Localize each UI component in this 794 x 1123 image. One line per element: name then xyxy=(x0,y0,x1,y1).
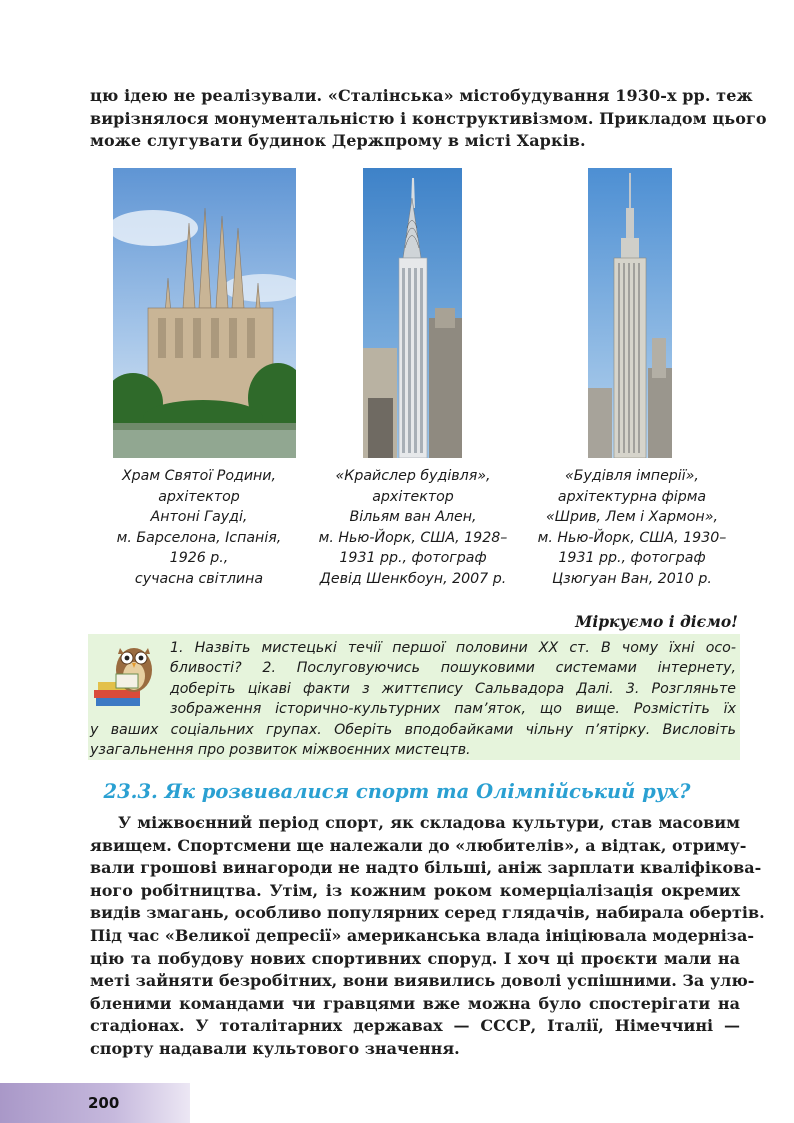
empire-state-building-photo xyxy=(588,168,672,458)
text-line: може слугувати будинок Держпрому в місті Харків. xyxy=(90,131,586,150)
figure-caption xyxy=(298,466,528,590)
caption-line: Антоні Гауді, xyxy=(150,509,248,526)
text-line: У міжвоєнний період спорт, як складова культури, став масовим xyxy=(118,813,740,832)
caption-line: «Крайслер будівля», xyxy=(335,468,491,484)
caption-line: архітектор xyxy=(158,488,240,505)
text-line: меті зайняти безробітних, вони виявились доволі успішними. За улю- xyxy=(90,971,755,991)
caption-line: архітектор xyxy=(372,488,454,505)
figure-caption xyxy=(84,466,314,590)
caption-line: сучасна світлина xyxy=(134,570,264,587)
text-line: бленими командами чи гравцями вже можна було спостерігати на xyxy=(90,993,740,1013)
caption-line: м. Барселона, Іспанія, xyxy=(116,529,282,546)
caption-line: 1931 рр., фотограф xyxy=(339,550,487,567)
text-line: видів змагань, особливо популярних серед глядачів, набирала обертів. xyxy=(90,903,765,923)
text-line: цю ідею не реалізували. «Сталінська» містобудування 1930-х рр. теж xyxy=(90,86,753,105)
task-line: зображення історично-культурних пам’яток, що вище. Розмістіть їх xyxy=(170,701,736,718)
text-line: вирізнялося монументальністю і конструктивізмом. Прикладом цього xyxy=(90,108,767,128)
page-number: 200 xyxy=(88,1094,120,1112)
chrysler-building-photo xyxy=(363,168,462,458)
text-line: стадіонах. У тоталітарних державах — СССР, Італії, Німеччині — xyxy=(90,1016,740,1036)
caption-line: «Шрив, Лем і Хармон», xyxy=(546,509,718,526)
caption-line: Храм Святої Родини, xyxy=(121,468,277,484)
intro-paragraph xyxy=(90,85,767,153)
caption-line: «Будівля імперії», xyxy=(565,468,699,484)
think-act-heading: Міркуємо і діємо! xyxy=(575,612,738,631)
section-title: 23.3. Як розвивалися спорт та Олімпійський рух? xyxy=(103,780,691,803)
caption-line: Цзюгуан Ван, 2010 р. xyxy=(552,570,712,587)
caption-line: Вільям ван Ален, xyxy=(349,509,477,526)
text-line: цію та побудову нових спортивних споруд. І хоч ці проєкти мали на xyxy=(90,948,740,968)
cathedral-photo xyxy=(113,168,296,458)
figure-caption xyxy=(517,466,747,590)
caption-line: Девід Шенкбоун, 2007 р. xyxy=(319,570,507,587)
task-line: у ваших соціальних групах. Оберіть вподобайками чільну п’ятірку. Висловіть xyxy=(90,721,736,738)
task-line: бливості? 2. Послуговуючись пошуковими системами інтернету, xyxy=(170,660,736,677)
caption-line: 1931 рр., фотограф xyxy=(558,550,706,567)
text-line: Під час «Великої депресії» американська влада ініціювала модернiза- xyxy=(90,925,755,945)
text-line: ного робітництва. Утім, із кожним роком комерціалізація окремих xyxy=(90,880,740,900)
section-body xyxy=(90,812,765,1061)
caption-line: 1926 р., xyxy=(169,550,229,567)
caption-line: архітектурна фірма xyxy=(557,488,707,505)
caption-line: м. Нью-Йорк, США, 1930– xyxy=(537,529,727,546)
text-line: спорту надавали культового значення. xyxy=(90,1038,460,1058)
task-line: доберіть цікаві факти з життєпису Сальвадора Далі. 3. Розгляньте xyxy=(170,680,736,697)
text-line: вали грошові винагороди не надто більші, аніж зарплати кваліфікова- xyxy=(90,858,762,878)
caption-line: м. Нью-Йорк, США, 1928– xyxy=(318,529,508,546)
task-line: 1. Назвіть мистецькі течії першої половини XX ст. В чому їхні осо- xyxy=(170,640,736,656)
task-text xyxy=(90,638,736,760)
text-line: явищем. Спортсмени ще належали до «любителів», а відтак, отриму- xyxy=(90,835,747,855)
task-line: узагальнення про розвиток міжвоєнних мистецтв. xyxy=(90,742,471,759)
